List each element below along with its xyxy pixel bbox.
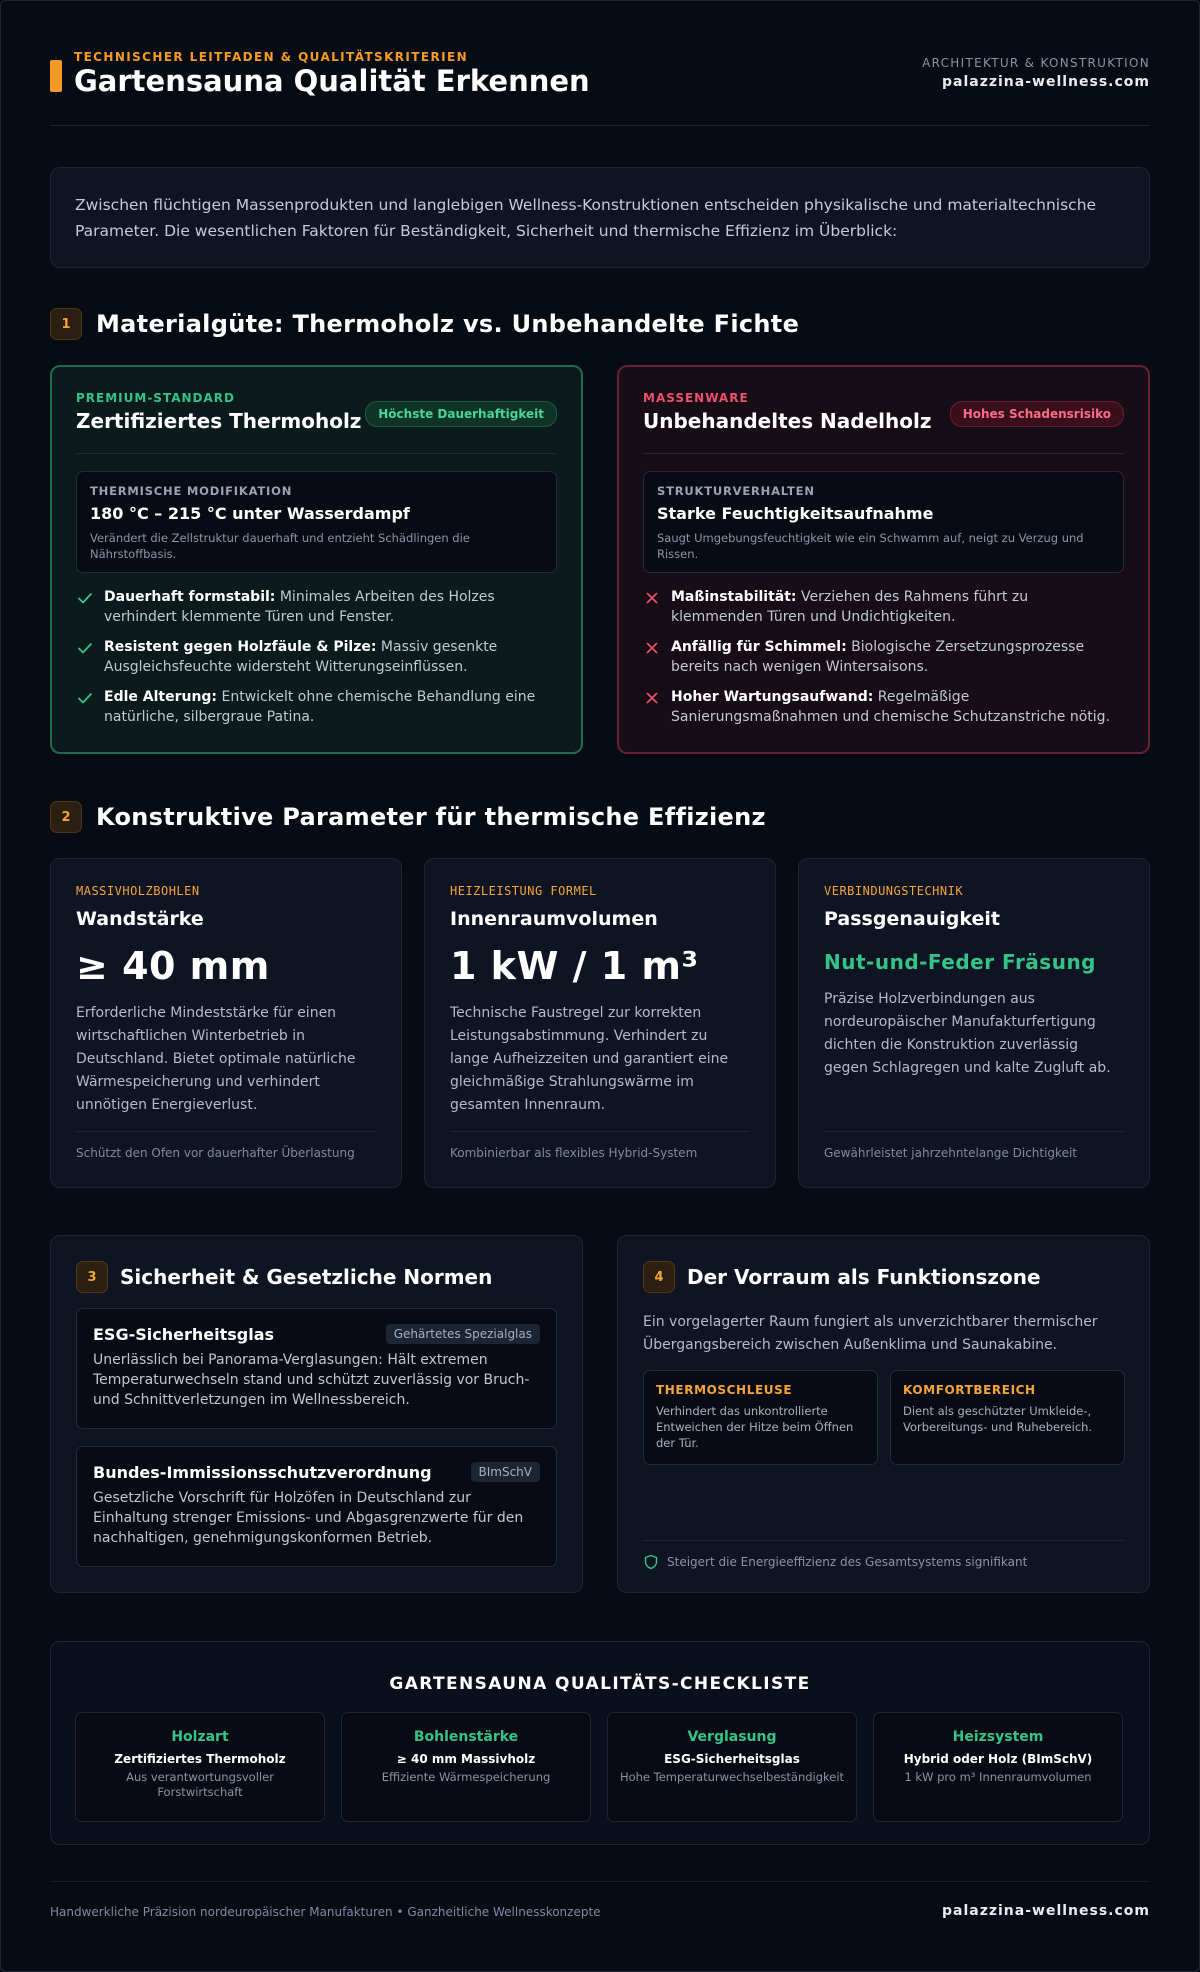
param-category: VERBINDUNGSTECHNIK [824, 884, 964, 898]
point-text: Verziehen des Rahmens führt zu klemmenden Türen und Undichtigkeiten. [671, 589, 1029, 625]
point-text: Massiv gesenkte Ausgleichsfeuchte widersteht Witterungseinflüssen. [104, 639, 498, 675]
cross-icon [643, 689, 661, 707]
card-title: Zertifiziertes Thermoholz [76, 409, 362, 433]
disadvantage-list [643, 587, 1124, 737]
zone-description: Verhindert das unkontrollierte Entweichen der Hitze beim Öffnen der Tür. [656, 1404, 854, 1450]
item-note: Effiziente Wärmespeicherung [381, 1770, 551, 1784]
nadelholz-card [617, 365, 1150, 754]
param-footnote: Gewährleistet jahrzehntelange Dichtigkeit [824, 1146, 1077, 1160]
box-divider [643, 1540, 1124, 1541]
list-item [643, 587, 1124, 627]
param-title: Innenraumvolumen [450, 908, 658, 930]
list-item [643, 637, 1124, 677]
item-value: Zertifiziertes Thermoholz [114, 1752, 286, 1766]
footnote-text: Steigert die Energieeffizienz des Gesamtsystems signifikant [667, 1555, 1028, 1569]
quality-badge: Höchste Dauerhaftigkeit [365, 401, 557, 427]
point-title: Hoher Wartungsaufwand: [671, 689, 874, 705]
risk-badge: Hohes Schadensrisiko [950, 401, 1124, 427]
zone-description: Dient als geschützter Umkleide-, Vorbereitungs- und Ruhebereich. [903, 1404, 1093, 1434]
norm-esg-glass [76, 1308, 557, 1429]
item-name: Verglasung [687, 1729, 777, 1745]
point-text: Minimales Arbeiten des Holzes verhindert klemmente Türen und Fenster. [104, 589, 495, 625]
point-text: Entwickelt ohne chemische Behandlung eine natürliche, silbergraue Patina. [104, 689, 536, 725]
section-3-box [50, 1235, 583, 1593]
item-value: ESG-Sicherheitsglas [664, 1752, 800, 1766]
section-2-heading [50, 800, 766, 834]
zone-title: KOMFORTBEREICH [903, 1383, 1036, 1397]
param-card-innenraumvolumen [424, 858, 776, 1188]
norm-pill: Gehärtetes Spezialglas [386, 1324, 540, 1344]
card-divider [76, 453, 557, 454]
point-text: Regelmäßige Sanierungsmaßnahmen und chemische Schutzanstriche nötig. [671, 689, 1111, 725]
list-item [76, 587, 557, 627]
checklist-item-holzart [75, 1712, 325, 1822]
cross-icon [643, 589, 661, 607]
header-divider [50, 125, 1150, 126]
card-tag: PREMIUM-STANDARD [76, 391, 235, 405]
detail-description: Saugt Umgebungsfeuchtigkeit wie ein Schwamm auf, neigt zu Verzug und Rissen. [657, 531, 1084, 561]
norm-description: Gesetzliche Vorschrift für Holzöfen in Deutschland zur Einhaltung strenger Emissions- und Abgasgrenzwerte für den nachhaltigen, genehmigungskonformen Betrieb. [93, 1490, 524, 1546]
thermoholz-card [50, 365, 583, 754]
param-footnote: Kombinierbar als flexibles Hybrid-System [450, 1146, 698, 1160]
checklist-item-heizsystem [873, 1712, 1123, 1822]
section-title: Der Vorraum als Funktionszone [687, 1265, 1041, 1289]
param-title: Passgenauigkeit [824, 908, 1000, 930]
detail-label: THERMISCHE MODIFIKATION [90, 484, 293, 498]
section-4-box [617, 1235, 1150, 1593]
norm-title: ESG-Sicherheitsglas [93, 1325, 275, 1344]
cross-icon [643, 639, 661, 657]
section-number: 4 [643, 1261, 675, 1293]
section-number: 1 [50, 308, 82, 340]
section-title: Sicherheit & Gesetzliche Normen [120, 1265, 493, 1289]
section-description: Ein vorgelagerter Raum fungiert als unverzichtbarer thermischer Übergangsbereich zwischen Außenklima und Saunakabine. [643, 1314, 1098, 1353]
param-value: 1 kW / 1 m³ [450, 944, 699, 988]
point-title: Dauerhaft formstabil: [104, 589, 276, 605]
section-title: Materialgüte: Thermoholz vs. Unbehandelte Fichte [96, 310, 800, 338]
item-value: ≥ 40 mm Massivholz [396, 1752, 536, 1766]
norm-bimschv [76, 1446, 557, 1567]
card-divider [76, 1131, 376, 1132]
point-title: Anfällig für Schimmel: [671, 639, 847, 655]
card-divider [824, 1131, 1124, 1132]
shield-icon [643, 1554, 659, 1570]
footer-tagline: Handwerkliche Präzision nordeuropäischer Manufakturen • Ganzheitliche Wellnesskonzepte [50, 1905, 601, 1919]
checklist-title: GARTENSAUNA QUALITÄTS-CHECKLISTE [389, 1674, 811, 1694]
card-tag: MASSENWARE [643, 391, 749, 405]
section-3-heading [76, 1261, 557, 1293]
item-name: Bohlenstärke [413, 1729, 519, 1745]
page-title: Gartensauna Qualität Erkennen [74, 64, 590, 98]
item-name: Holzart [171, 1729, 229, 1745]
section-title: Konstruktive Parameter für thermische Effizienz [96, 803, 766, 831]
param-card-wandstaerke [50, 858, 402, 1188]
param-card-passgenauigkeit [798, 858, 1150, 1188]
param-value: Nut-und-Feder Fräsung [824, 950, 1096, 974]
param-category: HEIZLEISTUNG FORMEL [450, 884, 597, 898]
detail-box [643, 471, 1124, 573]
footer-domain-link[interactable]: palazzina-wellness.com [941, 1903, 1150, 1919]
checklist-item-bohlenstaerke [341, 1712, 591, 1822]
section-4-heading [643, 1261, 1124, 1293]
footer-divider [50, 1881, 1150, 1882]
check-icon [76, 639, 94, 657]
header-domain-link[interactable]: palazzina-wellness.com [941, 74, 1150, 90]
param-description: Präzise Holzverbindungen aus nordeuropäischer Manufakturfertigung dichten die Konstruktion zuverlässig gegen Schlagregen und kalte Zugluft ab. [824, 991, 1111, 1076]
detail-description: Verändert die Zellstruktur dauerhaft und entzieht Schädlingen die Nährstoffbasis. [90, 531, 470, 561]
point-text: Biologische Zersetzungsprozesse bereits nach wenigen Wintersaisons. [671, 639, 1085, 675]
check-icon [76, 689, 94, 707]
norm-title: Bundes-Immissionsschutzverordnung [93, 1463, 432, 1482]
point-title: Maßinstabilität: [671, 589, 797, 605]
param-description: Technische Faustregel zur korrekten Leistungsabstimmung. Verhindert zu lange Aufheizzeiten und garantiert eine gleichmäßige Strahlungswärme im gesamten Innenraum. [450, 1005, 729, 1113]
quality-checklist [50, 1641, 1150, 1845]
zone-title: THERMOSCHLEUSE [656, 1383, 793, 1397]
card-divider [643, 453, 1124, 454]
item-name: Heizsystem [952, 1729, 1044, 1745]
list-item [76, 637, 557, 677]
box-footnote [643, 1554, 1027, 1570]
intro-text: Zwischen flüchtigen Massenprodukten und langlebigen Wellness-Konstruktionen entscheiden physikalische und materialtechnische Parameter. Die wesentlichen Faktoren für Beständigkeit, Sicherheit und thermische Effizienz im Überblick: [50, 167, 1150, 268]
norm-description: Unerlässlich bei Panorama-Verglasungen: Hält extremen Temperaturwechseln stand und schützt zuverlässig vor Bruch- und Schnittverletzungen im Wellnessbereich. [93, 1352, 530, 1408]
header-kicker: TECHNISCHER LEITFADEN & QUALITÄTSKRITERIEN [74, 50, 469, 64]
param-title: Wandstärke [76, 908, 204, 930]
detail-label: STRUKTURVERHALTEN [657, 484, 815, 498]
param-footnote: Schützt den Ofen vor dauerhafter Überlastung [76, 1146, 355, 1160]
checklist-item-verglasung [607, 1712, 857, 1822]
section-number: 3 [76, 1261, 108, 1293]
detail-box [76, 471, 557, 573]
point-title: Resistent gegen Holzfäule & Pilze: [104, 639, 377, 655]
list-item [643, 687, 1124, 727]
item-note: Hohe Temperaturwechselbeständigkeit [619, 1770, 845, 1784]
header-category: ARCHITEKTUR & KONSTRUKTION [922, 56, 1150, 70]
param-category: MASSIVHOLZBOHLEN [76, 884, 200, 898]
point-title: Edle Alterung: [104, 689, 218, 705]
param-description: Erforderliche Mindeststärke für einen wirtschaftlichen Winterbetrieb in Deutschland. Bietet optimale natürliche Wärmespeicherung und verhindert unnötigen Energieverlust. [76, 1005, 356, 1113]
advantage-list [76, 587, 557, 737]
norm-pill: BImSchV [471, 1462, 541, 1482]
item-note: 1 kW pro m³ Innenraumvolumen [904, 1770, 1092, 1784]
item-value: Hybrid oder Holz (BImSchV) [903, 1752, 1093, 1766]
detail-value: Starke Feuchtigkeitsaufnahme [657, 504, 934, 523]
card-title: Unbehandeltes Nadelholz [643, 409, 932, 433]
zone-komfortbereich [890, 1370, 1125, 1465]
card-divider [450, 1131, 750, 1132]
check-icon [76, 589, 94, 607]
zone-thermoschleuse [643, 1370, 878, 1465]
item-note: Aus verantwortungsvoller Forstwirtschaft [126, 1770, 274, 1799]
page-header [50, 48, 1150, 128]
section-1-heading [50, 307, 799, 341]
list-item [76, 687, 557, 727]
detail-value: 180 °C – 215 °C unter Wasserdampf [90, 504, 410, 523]
accent-bar [50, 60, 62, 92]
section-number: 2 [50, 801, 82, 833]
param-value: ≥ 40 mm [76, 944, 270, 988]
